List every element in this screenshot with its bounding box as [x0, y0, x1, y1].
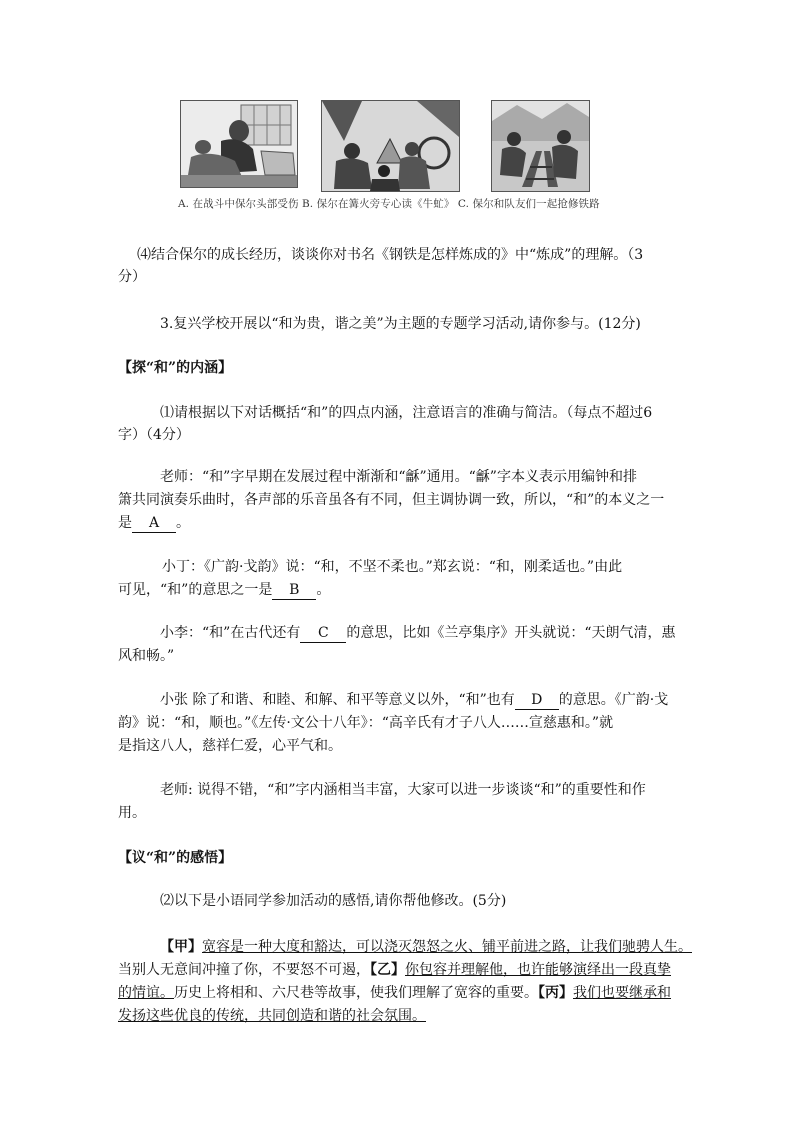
- passage-line4: [118, 1003, 426, 1029]
- xiaozhang-line1-suffix: 的意思。《广韵·戈: [558, 692, 669, 708]
- question-3-title: 3.复兴学校开展以“和为贵，谐之美”为主题的专题学习活动,请你参与。(12分): [160, 316, 641, 332]
- xiaozhang-line1-prefix: 小张 除了和谐、和睦、和解、和平等意义以外，“和”也有: [160, 692, 515, 708]
- mark-yi: 【乙】: [370, 962, 405, 978]
- xiaoli-line1-prefix: 小李：“和”在古代还有: [160, 625, 301, 641]
- sentence-yi-part1: 你包容并理解他，也许能够演绎出一段真挚: [405, 962, 671, 978]
- question-4-line1: ⑷结合保尔的成长经历，谈谈你对书名《钢铁是怎样炼成的》中“炼成”的理解。（3: [137, 247, 644, 263]
- sentence-bing-part1: 我们也要继承和: [573, 985, 671, 1001]
- blank-d[interactable]: D: [515, 691, 559, 710]
- mark-jia: 【甲】: [160, 939, 202, 955]
- xiaozhang-dialogue-line2: 韵》说：“和，顺也。”《左传·文公十八年》：“高辛氏有才子八人……宣慈惠和。”就: [118, 715, 614, 731]
- sentence-bing-part2: 发扬这些优良的传统，共同创造和谐的社会氛围。: [118, 1008, 426, 1024]
- blank-c[interactable]: C: [300, 624, 346, 643]
- teacher-line3-suffix: 。: [176, 515, 190, 531]
- xiaozhang-dialogue-line3: 是指这八人，慈祥仁爱，心平气和。: [118, 738, 342, 754]
- illustration-c: [491, 100, 590, 192]
- xiaoli-line1-suffix: 的意思，比如《兰亭集序》开头就说：“天朗气清，惠: [346, 625, 676, 641]
- xiaoding-dialogue-line2: [118, 577, 330, 603]
- illustration-a: [180, 100, 298, 188]
- teacher-dialogue-line3: [118, 510, 190, 536]
- sentence-jia: 宽容是一种大度和豁达，可以浇灭怨怒之火、铺平前进之路，让我们驰骋人生。: [202, 939, 692, 955]
- teacher-dialogue-line1: 老师：“和”字早期在发展过程中渐渐和“龢”通用。“龢”字本义表示用编钟和排: [160, 469, 637, 485]
- blank-b[interactable]: B: [272, 581, 316, 600]
- subquestion-1-line2: 字）（4分）: [118, 427, 190, 443]
- section-heading-discuss: 【议“和”的感悟】: [118, 850, 233, 866]
- xiaoli-dialogue-line2: 风和畅。”: [118, 648, 175, 664]
- mark-bing: 【丙】: [538, 985, 573, 1001]
- sentence-yi-part2: 的情谊。: [118, 985, 174, 1001]
- section-heading-explore: 【探“和”的内涵】: [118, 360, 233, 376]
- teacher-summary-line1: 老师: 说得不错，“和”字内涵相当丰富，大家可以进一步谈谈“和”的重要性和作: [160, 782, 646, 798]
- question-4-line2: 分）: [118, 269, 146, 285]
- subquestion-2: ⑵以下是小语同学参加活动的感悟,请你帮他修改。(5分): [160, 893, 507, 909]
- passage-line2-text: 当别人无意间冲撞了你，不要怒不可遏，: [118, 962, 370, 978]
- subquestion-1-line1: ⑴请根据以下对话概括“和”的四点内涵，注意语言的准确与简洁。（每点不超过6: [160, 405, 653, 421]
- teacher-summary-line2: 用。: [118, 805, 146, 821]
- illustration-caption: A. 在战斗中保尔头部受伤 B. 保尔在篝火旁专心读《牛虻》 C. 保尔和队友们一起抢修铁路: [178, 198, 600, 210]
- xiaoding-line2-suffix: 。: [316, 582, 331, 598]
- teacher-dialogue-line2: 箫共同演奏乐曲时，各声部的乐音虽各有不同，但主调协调一致，所以，“和”的本义之一: [118, 492, 665, 508]
- xiaoli-dialogue-line1: [160, 620, 675, 646]
- illustration-b: [321, 100, 460, 192]
- teacher-line3-prefix: 是: [118, 515, 132, 531]
- xiaoding-dialogue-line1: 小丁：《广韵·戈韵》说：“和，不坚不柔也。”郑玄说：“和，刚柔适也。”由此: [162, 559, 623, 575]
- passage-line3-text: 历史上将相和、六尺巷等故事，使我们理解了宽容的重要。: [174, 985, 538, 1001]
- blank-a[interactable]: A: [132, 514, 176, 533]
- xiaoding-line2-prefix: 可见，“和”的意思之一是: [118, 582, 273, 598]
